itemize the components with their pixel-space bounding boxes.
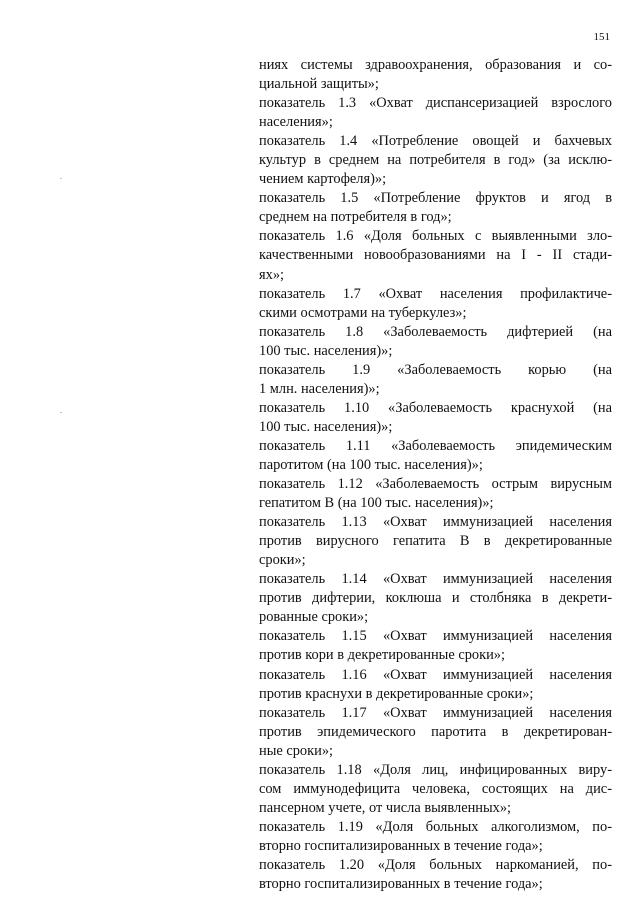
- text-line: паротитом (на 100 тыс. населения)»;: [259, 456, 483, 473]
- text-line: показатель 1.16 «Охват иммунизацией населения: [259, 666, 612, 683]
- text-line: сом иммунодефицита человека, состоящих на дис-: [259, 780, 612, 797]
- text-line: сроки»;: [259, 552, 306, 569]
- text-line: против эпидемического паротита в декретирован-: [259, 723, 612, 740]
- text-line: среднем на потребителя в год»;: [259, 209, 452, 226]
- text-line: качественными новообразованиями на I - II стади-: [259, 247, 612, 264]
- text-line: против краснухи в декретированные сроки»;: [259, 685, 534, 702]
- text-line: 1 млн. населения)»;: [259, 380, 380, 397]
- text-line: населения»;: [259, 114, 333, 131]
- text-line: показатель 1.18 «Доля лиц, инфицированных виру-: [259, 761, 612, 778]
- text-line: показатель 1.19 «Доля больных алкоголизмом, по-: [259, 818, 612, 835]
- text-line: против дифтерии, коклюша и столбняка в декрети-: [259, 590, 612, 607]
- scan-mark: [60, 412, 62, 413]
- text-line: показатель 1.11 «Заболеваемость эпидемическим: [259, 437, 612, 454]
- text-line: ные сроки»;: [259, 742, 334, 759]
- text-line: показатель 1.7 «Охват населения профилактиче-: [259, 285, 612, 302]
- text-line: ниях системы здравоохранения, образования и со-: [259, 57, 612, 73]
- text-line: показатель 1.3 «Охват диспансеризацией взрослого: [259, 95, 612, 112]
- text-line: циальной защиты»;: [259, 76, 379, 93]
- text-line: показатель 1.17 «Охват иммунизацией населения: [259, 704, 612, 721]
- text-line: против кори в декретированные сроки»;: [259, 647, 506, 664]
- text-line: показатель 1.13 «Охват иммунизацией населения: [259, 514, 612, 531]
- text-line: показатель 1.9 «Заболеваемость корью (на: [259, 361, 612, 378]
- text-line: пансерном учете, от числа выявленных»;: [259, 799, 512, 816]
- scan-mark: [60, 178, 62, 179]
- document-body: [259, 56, 612, 894]
- text-line: гепатитом В (на 100 тыс. населения)»;: [259, 495, 494, 512]
- text-line: показатель 1.5 «Потребление фруктов и ягод в: [259, 190, 612, 207]
- text-line: рованные сроки»;: [259, 609, 369, 626]
- text-line: чением картофеля)»;: [259, 171, 387, 188]
- text-line: показатель 1.6 «Доля больных с выявленными зло-: [259, 228, 612, 245]
- text-line: показатель 1.8 «Заболеваемость дифтерией (на: [259, 323, 612, 340]
- text-line: вторно госпитализированных в течение года»;: [259, 837, 543, 854]
- text-line: 100 тыс. населения)»;: [259, 418, 393, 435]
- text-line: скими осмотрами на туберкулез»;: [259, 304, 467, 321]
- text-line: показатель 1.14 «Охват иммунизацией населения: [259, 571, 612, 588]
- text-line: показатель 1.10 «Заболеваемость краснухой (на: [259, 399, 612, 416]
- text-line: вторно госпитализированных в течение года»;: [259, 876, 543, 893]
- text-line: показатель 1.20 «Доля больных наркоманией, по-: [259, 856, 612, 873]
- text-line: 100 тыс. населения)»;: [259, 342, 393, 359]
- text-line: культур в среднем на потребителя в год» (за исклю-: [259, 152, 612, 169]
- text-line: показатель 1.4 «Потребление овощей и бахчевых: [259, 133, 612, 150]
- text-line: против вирусного гепатита В в декретированные: [259, 533, 612, 550]
- text-line: показатель 1.12 «Заболеваемость острым вирусным: [259, 476, 612, 493]
- text-line: ях»;: [259, 266, 285, 283]
- text-line: показатель 1.15 «Охват иммунизацией населения: [259, 628, 612, 645]
- page-number: 151: [593, 31, 610, 43]
